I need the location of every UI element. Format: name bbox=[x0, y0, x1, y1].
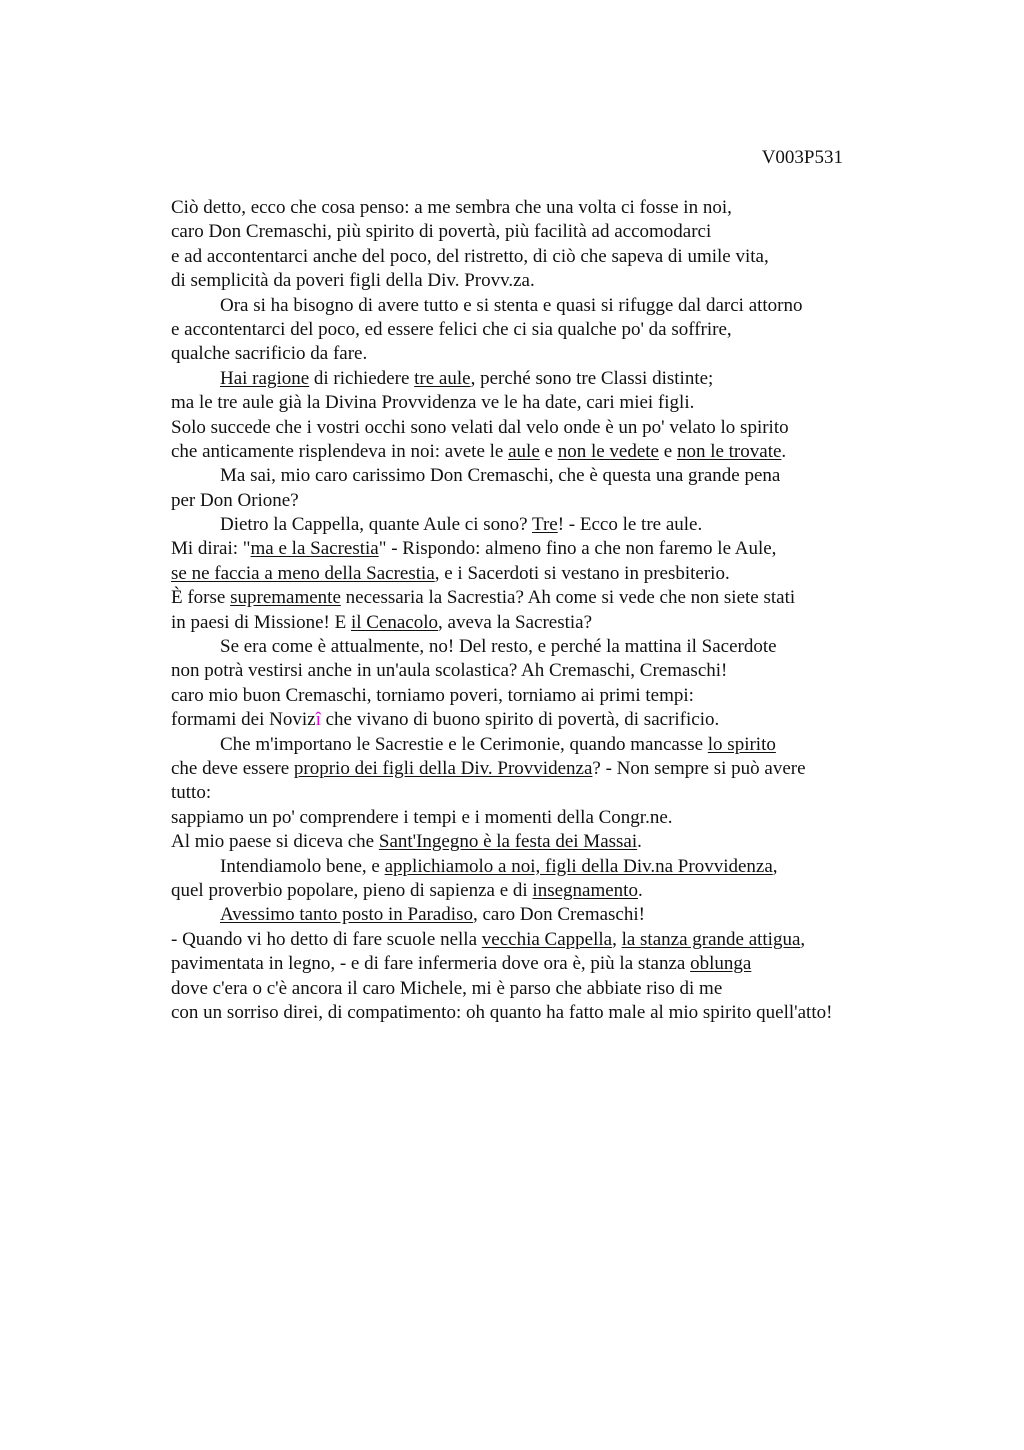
text-segment: , bbox=[612, 928, 622, 950]
text-segment: , aveva la Sacrestia? bbox=[438, 611, 593, 633]
text-line bbox=[171, 928, 911, 952]
text-line bbox=[171, 879, 911, 903]
highlighted-char: î bbox=[315, 709, 321, 731]
text-segment: caro mio buon Cremaschi, torniamo poveri, torniamo ai primi tempi: bbox=[171, 684, 694, 706]
text-segment: , bbox=[772, 855, 778, 877]
underlined-text: la stanza grande attigua bbox=[621, 928, 801, 950]
text-segment: con un sorriso direi, di compatimento: oh quanto ha fatto male al mio spirito quell'atto! bbox=[171, 1001, 833, 1023]
underlined-text: aule bbox=[508, 440, 540, 462]
text-line bbox=[171, 708, 911, 732]
text-segment: Al mio paese si diceva che bbox=[171, 831, 379, 853]
underlined-text: lo spirito bbox=[707, 733, 776, 755]
text-segment: , bbox=[800, 928, 806, 950]
text-line bbox=[171, 489, 911, 513]
text-segment: , e i Sacerdoti si vestano in presbiterio. bbox=[434, 562, 730, 584]
underlined-text: Sant'Ingegno è la festa dei Massai bbox=[378, 831, 638, 853]
text-segment: , caro Don Cremaschi! bbox=[472, 904, 645, 926]
text-segment: Solo succede che i vostri occhi sono velati dal velo onde è un po' velato lo spirito bbox=[171, 416, 789, 438]
text-line bbox=[171, 294, 911, 318]
text-line bbox=[171, 318, 911, 342]
text-line bbox=[171, 806, 911, 830]
text-segment: Mi dirai: " bbox=[171, 538, 251, 560]
page-number: V003P531 bbox=[761, 147, 843, 168]
text-segment: Se era come è attualmente, no! Del resto, e perché la mattina il Sacerdote bbox=[220, 636, 777, 658]
text-segment: qualche sacrificio da fare. bbox=[171, 343, 368, 365]
underlined-text: insegnamento bbox=[532, 879, 638, 901]
text-segment: - Quando vi ho detto di fare scuole nella bbox=[171, 928, 482, 950]
text-line bbox=[171, 757, 911, 781]
text-line bbox=[171, 537, 911, 561]
text-segment: Ciò detto, ecco che cosa penso: a me sembra che una volta ci fosse in noi, bbox=[171, 197, 732, 218]
text-segment: " - Rispondo: almeno fino a che non faremo le Aule, bbox=[378, 538, 777, 560]
underlined-text: Tre bbox=[532, 514, 558, 536]
text-line bbox=[171, 684, 911, 708]
text-segment: formami dei Noviz bbox=[171, 709, 316, 731]
text-line bbox=[171, 245, 911, 269]
text-line bbox=[171, 952, 911, 976]
text-line bbox=[171, 464, 911, 488]
underlined-text: Avessimo tanto posto in Paradiso bbox=[220, 904, 473, 926]
underlined-text: Hai ragione bbox=[220, 367, 310, 389]
text-line bbox=[171, 562, 911, 586]
text-line bbox=[171, 855, 911, 879]
text-line bbox=[171, 342, 911, 366]
text-segment: Ora si ha bisogno di avere tutto e si stenta e quasi si rifugge dal darci attorno bbox=[220, 294, 803, 316]
underlined-text: proprio dei figli della Div. Provvidenza bbox=[293, 757, 593, 779]
text-line bbox=[171, 367, 911, 391]
underlined-text: vecchia Cappella bbox=[481, 928, 613, 950]
text-line bbox=[171, 416, 911, 440]
text-segment: tutto: bbox=[171, 782, 212, 804]
text-line bbox=[171, 659, 911, 683]
text-segment: e accontentarci del poco, ed essere felici che ci sia qualche po' da soffrire, bbox=[171, 318, 732, 340]
text-segment: non potrà vestirsi anche in un'aula scolastica? Ah Cremaschi, Cremaschi! bbox=[171, 660, 728, 682]
text-segment: . bbox=[781, 440, 787, 462]
text-line bbox=[171, 781, 911, 805]
text-segment: che anticamente risplendeva in noi: avete le bbox=[171, 440, 509, 462]
underlined-text: se ne faccia a meno della Sacrestia bbox=[171, 562, 435, 584]
text-segment: ? - Non sempre si può avere bbox=[592, 757, 806, 779]
text-segment: di semplicità da poveri figli della Div. Provv.za. bbox=[171, 270, 535, 292]
text-line bbox=[171, 391, 911, 415]
text-line bbox=[171, 513, 911, 537]
underlined-text: supremamente bbox=[230, 587, 341, 609]
text-segment: che deve essere bbox=[171, 757, 294, 779]
text-segment: . bbox=[637, 831, 642, 853]
text-segment: pavimentata in legno, - e di fare infermeria dove ora è, più la stanza bbox=[171, 953, 691, 975]
text-segment: Intendiamolo bene, e bbox=[220, 855, 385, 877]
text-line bbox=[171, 733, 911, 757]
text-segment: ! - Ecco le tre aule. bbox=[557, 514, 703, 536]
text-segment: che vivano di buono spirito di povertà, di sacrificio. bbox=[320, 709, 720, 731]
text-line bbox=[171, 1001, 911, 1025]
text-line bbox=[171, 830, 911, 854]
underlined-text: ma e la Sacrestia bbox=[250, 538, 379, 560]
underlined-text: tre aule bbox=[414, 367, 471, 389]
text-segment: caro Don Cremaschi, più spirito di povertà, più facilità ad accomodarci bbox=[171, 221, 712, 243]
text-segment: Che m'importano le Sacrestie e le Cerimonie, quando mancasse bbox=[220, 733, 708, 755]
text-segment: , perché sono tre Classi distinte; bbox=[470, 367, 714, 389]
underlined-text: non le trovate bbox=[676, 440, 782, 462]
underlined-text: non le vedete bbox=[557, 440, 659, 462]
text-segment: e bbox=[539, 440, 558, 462]
text-segment: Dietro la Cappella, quante Aule ci sono? bbox=[220, 514, 533, 536]
letter-body bbox=[171, 196, 911, 1025]
underlined-text: il Cenacolo bbox=[350, 611, 439, 633]
text-line bbox=[171, 269, 911, 293]
text-line bbox=[171, 903, 911, 927]
text-segment: necessaria la Sacrestia? Ah come si vede che non siete stati bbox=[340, 587, 796, 609]
text-segment: sappiamo un po' comprendere i tempi e i momenti della Congr.ne. bbox=[171, 806, 673, 828]
underlined-text: oblunga bbox=[690, 953, 752, 975]
text-line bbox=[171, 196, 911, 220]
text-segment: di richiedere bbox=[309, 367, 415, 389]
text-segment: dove c'era o c'è ancora il caro Michele, mi è parso che abbiate riso di me bbox=[171, 977, 723, 999]
text-segment: e bbox=[659, 440, 677, 462]
text-segment: Ma sai, mio caro carissimo Don Cremaschi, che è questa una grande pena bbox=[220, 465, 781, 487]
underlined-text: applichiamolo a noi, figli della Div.na Provvidenza bbox=[384, 855, 773, 877]
text-segment: quel proverbio popolare, pieno di sapienza e di bbox=[171, 879, 533, 901]
text-line bbox=[171, 635, 911, 659]
text-segment: e ad accontentarci anche del poco, del ristretto, di ciò che sapeva di umile vita, bbox=[171, 245, 769, 267]
text-segment: in paesi di Missione! E bbox=[171, 611, 351, 633]
text-line bbox=[171, 440, 911, 464]
text-segment: È forse bbox=[171, 587, 231, 609]
text-line bbox=[171, 220, 911, 244]
text-line bbox=[171, 977, 911, 1001]
text-line bbox=[171, 611, 911, 635]
text-segment: per Don Orione? bbox=[171, 489, 299, 511]
text-segment: . bbox=[637, 879, 643, 901]
text-segment: ma le tre aule già la Divina Provvidenza ve le ha date, cari miei figli. bbox=[171, 392, 695, 414]
text-line bbox=[171, 586, 911, 610]
